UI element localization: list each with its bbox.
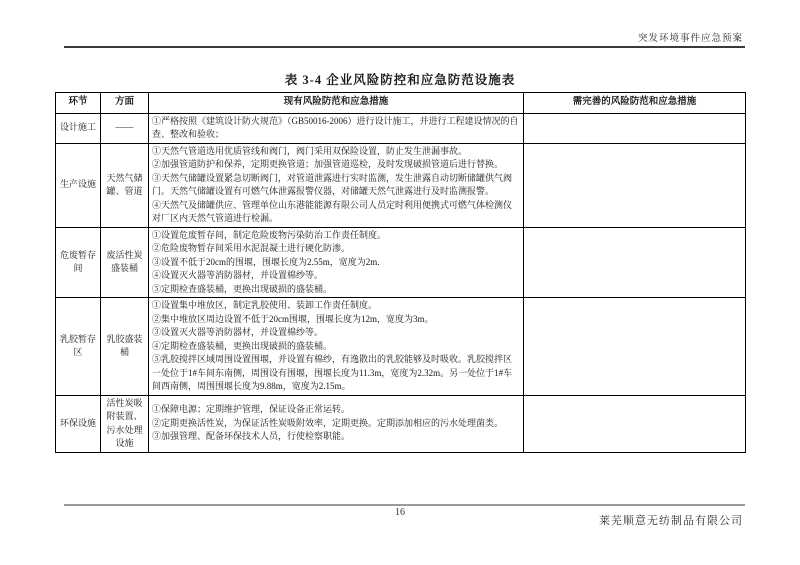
cell-improvement [524, 143, 746, 227]
table-row [56, 298, 746, 396]
measure-item: ③设置不低于20cm的围堰，围堰长度为2.55m，宽度为2m. [152, 256, 380, 267]
measure-item: ④天然气及储罐供应、管理单位山东港能能源有限公司人员定时利用便携式可燃气体检测仪对厂区内天然气管道进行检漏。 [152, 199, 513, 223]
cell-improvement [524, 113, 746, 143]
cell-improvement [524, 227, 746, 298]
cell-aspect: 活性炭吸附装置、污水处理设施 [101, 395, 149, 452]
cell-measures [149, 298, 524, 396]
footer-rule [64, 504, 745, 506]
measure-item: ⑤定期检查盛装桶，更换出现破损的盛装桶。 [152, 283, 333, 294]
table-row [56, 113, 746, 143]
measure-item: ③设置灭火器等消防器材，并设置棉纱等。 [152, 327, 324, 337]
cell-improvement [524, 395, 746, 452]
column-header-stage: 环节 [56, 93, 101, 114]
measure-item: ①设置危废暂存间，制定危险废物污染防治工作责任制度。 [152, 229, 387, 240]
risk-facilities-table [55, 92, 746, 453]
table-header-row [56, 93, 746, 114]
cell-measures [149, 227, 524, 298]
header-title: 突发环境事件应急预案 [637, 34, 743, 44]
cell-measures [149, 395, 524, 452]
table-row [56, 143, 746, 227]
table-row [56, 395, 746, 452]
cell-stage: 设计施工 [56, 113, 101, 143]
measure-item: ②危险废物暂存间采用水泥混凝土进行硬化防渗。 [152, 243, 351, 253]
cell-stage: 危废暂存间 [56, 227, 101, 298]
table-title: 表 3-4 企业风险防控和应急防范设施表 [284, 73, 516, 87]
company-name: 莱芜顺意无纺制品有限公司 [599, 515, 743, 527]
measure-item: ②定期更换活性炭，为保证活性炭吸附效率，定期更换。定期添加相应的污水处理菌类。 [152, 417, 504, 428]
measure-item: ⑤乳胶搅拌区域周围设置围堰，并设置有棉纱，有逸散出的乳胶能够及时吸收。乳胶搅拌区一处位于1#车间东南侧，周围设有围堰，围堰长度为11.3m，宽度为2.32m。另一处位于1#车间西南侧，周围围堰长度为9.88m，宽度为2.15m。 [152, 354, 513, 391]
page-number: 16 [395, 507, 405, 518]
measure-item: ①设置集中堆放区，制定乳胶使用、装卸工作责任制度。 [152, 300, 378, 310]
column-header-aspect: 方面 [101, 93, 149, 114]
measure-item: ①保障电源；定期维护管理，保证设备正常运转。 [152, 404, 351, 415]
cell-measures [149, 143, 524, 227]
cell-stage: 环保设施 [56, 395, 101, 452]
cell-stage: 生产设施 [56, 143, 101, 227]
cell-aspect: —— [101, 113, 149, 143]
cell-aspect: 废活性炭盛装桶 [101, 227, 149, 298]
measure-item: ③天然气储罐设置紧急切断阀门，对管道泄露进行实时监测，发生泄露自动切断储罐供气阀门。天然气储罐设置有可燃气体泄露报警仪器，对储罐天然气泄露进行及时监测报警。 [152, 172, 513, 196]
measure-item: ③加强管理、配备环保技术人员，行使检察职能。 [152, 431, 351, 442]
cell-improvement [524, 298, 746, 396]
measure-item: ②加强管道防护和保养，定期更换管道；加强管道巡检，及时发现破损管道后进行替换。 [152, 159, 504, 169]
cell-measures [149, 113, 524, 143]
measure-item: ①严格按照《建筑设计防火规范》（GB50016-2006）进行设计施工，并进行工程建设情况的自查、整改和验收； [152, 115, 519, 139]
cell-stage: 乳胶暂存区 [56, 298, 101, 396]
measure-item: ②集中堆放区周边设置不低于20cm围堰，围堰长度为12m，宽度为3m。 [152, 313, 434, 324]
cell-aspect: 天然气储罐、管道 [101, 143, 149, 227]
measure-item: ①天然气管道选用优质管线和阀门，阀门采用双保险设置，防止发生泄漏事故。 [152, 145, 468, 156]
measure-item: ④定期检查盛装桶，更换出现破损的盛装桶。 [152, 340, 333, 351]
page-header [638, 30, 743, 44]
column-header-needed-measures: 需完善的风险防范和应急措施 [524, 93, 746, 114]
measure-item: ④设置灭火器等消防器材，并设置棉纱等。 [152, 270, 324, 280]
header-rule [64, 46, 745, 48]
table-row [56, 227, 746, 298]
cell-aspect: 乳胶盛装桶 [101, 298, 149, 396]
column-header-existing-measures: 现有风险防范和应急措施 [149, 93, 524, 114]
